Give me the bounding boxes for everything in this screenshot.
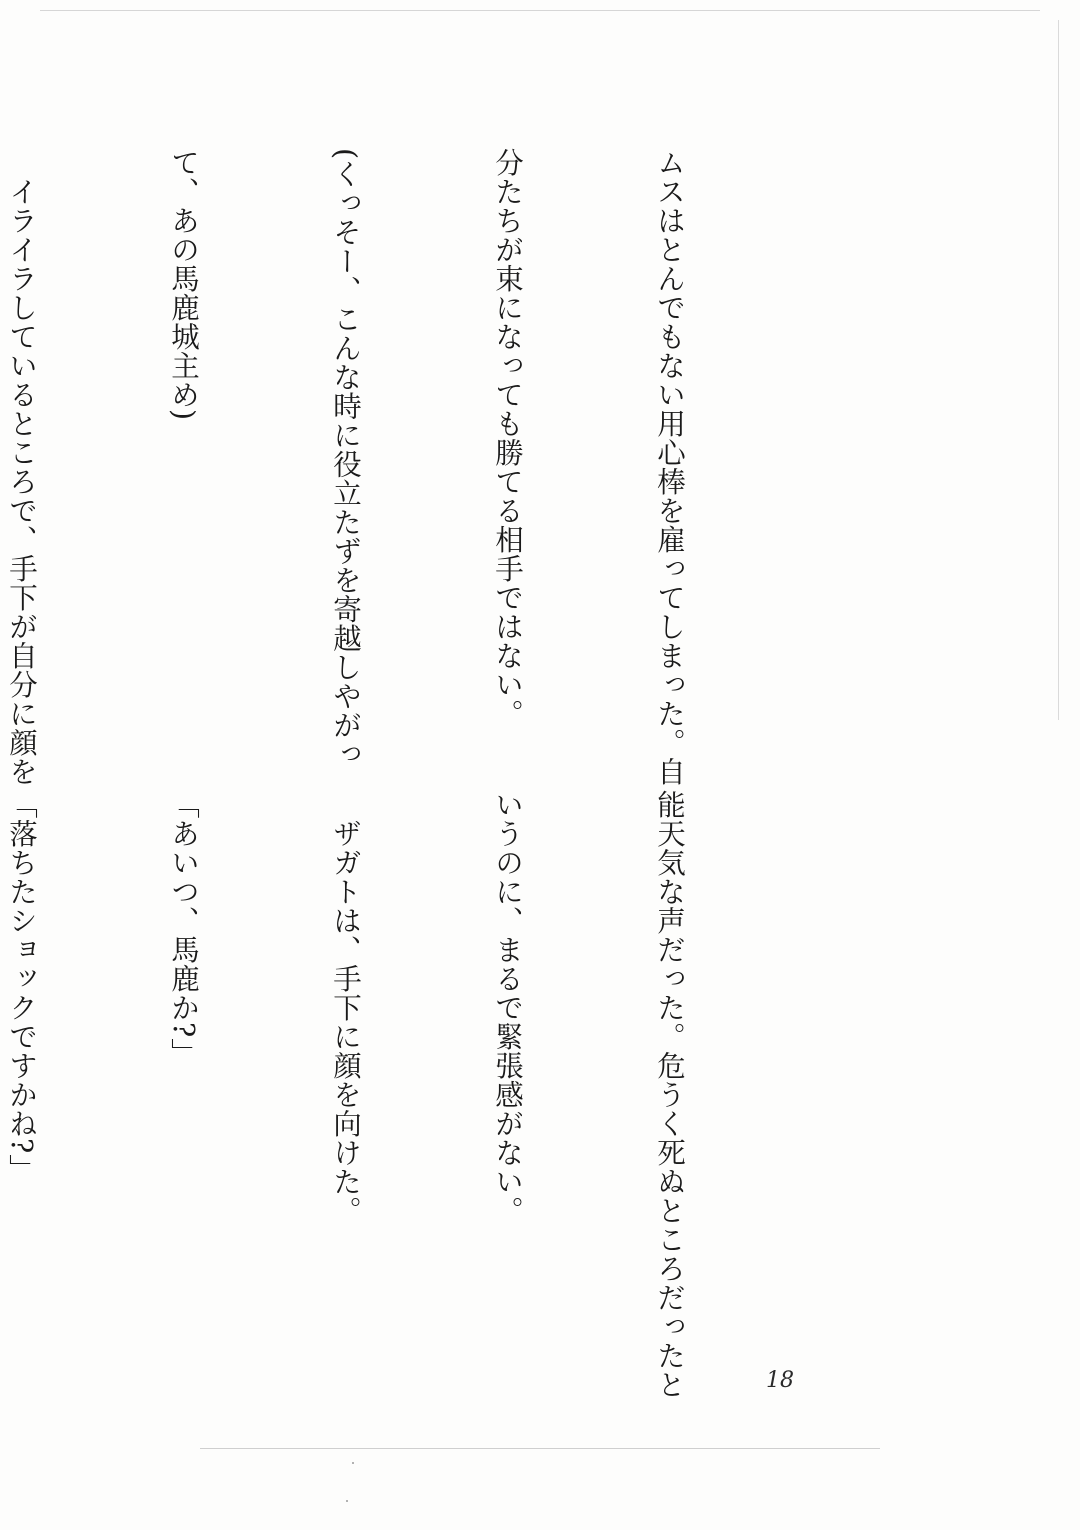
text-line: て、あの馬鹿城主め) [167, 148, 200, 421]
scan-edge-top [40, 10, 1040, 11]
text-line: 能天気な声だった。危うく死ぬところだったと [653, 790, 686, 1399]
text-line: イライラしているところで、手下が自分に顔を [5, 148, 38, 786]
scan-edge-bottom [200, 1448, 880, 1449]
page-number: 18 [766, 1368, 794, 1393]
text-line: 分たちが束になっても勝てる相手ではない。 [491, 148, 524, 728]
text-line: 「落ちたショックですかね?」 [5, 790, 38, 1183]
text-block-upper [5, 148, 804, 786]
text-line: ムスはとんでもない用心棒を雇ってしまった。自 [653, 148, 686, 786]
text-line: (くっそー、こんな時に役立たずを寄越しやがっ [329, 148, 362, 769]
text-line: ザガトは、手下に顔を向けた。 [329, 790, 362, 1225]
scan-speck [346, 1500, 348, 1502]
text-line: いうのに、まるで緊張感がない。 [491, 790, 524, 1225]
scan-edge-right [1058, 20, 1059, 720]
text-line: 「あいつ、馬鹿か?」 [167, 790, 200, 1067]
scan-speck [352, 1462, 354, 1464]
